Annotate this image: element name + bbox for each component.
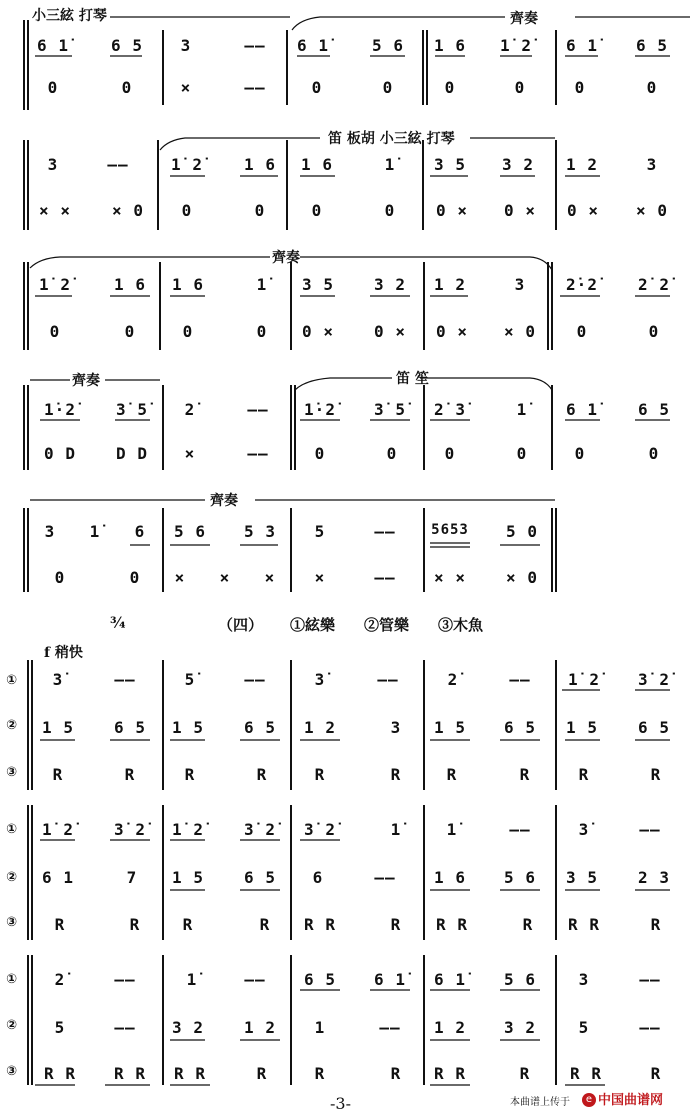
site-logo-icon: e bbox=[582, 1093, 596, 1107]
note: 1̇ 2̇ bbox=[171, 155, 203, 174]
note: 5653 bbox=[431, 522, 469, 538]
note: 5 3 bbox=[244, 522, 276, 541]
note: 1 6 bbox=[172, 275, 204, 294]
note: R bbox=[650, 765, 662, 784]
note: 0 × bbox=[436, 201, 468, 220]
note: —— bbox=[509, 670, 531, 689]
note: —— bbox=[244, 670, 266, 689]
note: R bbox=[446, 765, 458, 784]
row-label: ① bbox=[6, 673, 18, 688]
note: 1 2 bbox=[434, 1018, 466, 1037]
note: R R bbox=[434, 1064, 466, 1083]
note: —— bbox=[114, 670, 136, 689]
note: 1 6 bbox=[301, 155, 333, 174]
note: R bbox=[314, 765, 326, 784]
note: 0 bbox=[646, 78, 658, 97]
note: 1̇ 2̇ bbox=[568, 670, 600, 689]
note: 1 5 bbox=[172, 718, 204, 737]
note: 3 bbox=[646, 155, 658, 174]
note: 0 bbox=[129, 568, 141, 587]
unison-label-s4: 齊奏 bbox=[72, 373, 100, 389]
note: 0 bbox=[49, 322, 61, 341]
note: 1̇ 2̇ bbox=[42, 820, 74, 839]
note: 2̇ 3̇ bbox=[434, 400, 466, 419]
note: —— bbox=[639, 820, 661, 839]
note: 0 bbox=[444, 444, 456, 463]
note: 2̇ bbox=[447, 670, 459, 689]
note: 1̇ bbox=[516, 400, 528, 419]
note: 5 bbox=[314, 522, 326, 541]
note: 1̇ 2̇ bbox=[500, 36, 532, 55]
note: 3̇ bbox=[52, 670, 64, 689]
note: 1 2 bbox=[304, 718, 336, 737]
note: 1 6 bbox=[114, 275, 146, 294]
row-label: ② bbox=[6, 1018, 18, 1033]
note: 5̇ bbox=[184, 670, 196, 689]
note: 0 bbox=[574, 444, 586, 463]
part-number: （四） bbox=[218, 616, 264, 634]
note: R bbox=[390, 1064, 402, 1083]
page-number: -3- bbox=[330, 1094, 351, 1113]
note: R R bbox=[44, 1064, 76, 1083]
note: R bbox=[259, 915, 271, 934]
note: 6 5 bbox=[114, 718, 146, 737]
note: 3 bbox=[180, 36, 192, 55]
note: R R bbox=[568, 915, 600, 934]
note: R bbox=[522, 915, 534, 934]
note: × bbox=[180, 78, 192, 97]
note: 6 1 bbox=[42, 868, 74, 887]
note: R bbox=[129, 915, 141, 934]
note: R bbox=[124, 765, 136, 784]
note: 3̇ 5̇ bbox=[374, 400, 406, 419]
note: 0 bbox=[181, 201, 193, 220]
note: 1 2 bbox=[566, 155, 598, 174]
note: 1̇·2̇ bbox=[304, 400, 336, 419]
note: 0 bbox=[54, 568, 66, 587]
instrument-strings: ①絃樂 bbox=[290, 616, 336, 634]
note: 5 bbox=[54, 1018, 66, 1037]
note: 3̇ bbox=[314, 670, 326, 689]
note: 0 bbox=[648, 322, 660, 341]
note: —— bbox=[379, 1018, 401, 1037]
note: 3 bbox=[44, 522, 56, 541]
note: 0 bbox=[121, 78, 133, 97]
note: 6 1̇ bbox=[37, 36, 69, 55]
note: × 0 bbox=[504, 322, 536, 341]
note: 5 0 bbox=[506, 522, 538, 541]
note: 0 bbox=[514, 78, 526, 97]
note: 0 bbox=[576, 322, 588, 341]
note: 3 2 bbox=[374, 275, 406, 294]
note: 3̇ 5̇ bbox=[116, 400, 148, 419]
note: 6 1̇ bbox=[297, 36, 329, 55]
tempo-marking: f 稍快 bbox=[44, 645, 83, 661]
note: R R bbox=[114, 1064, 146, 1083]
note: 1̇ bbox=[384, 155, 396, 174]
time-signature: ¾ bbox=[110, 614, 126, 632]
note: R bbox=[256, 765, 268, 784]
note: —— bbox=[244, 36, 266, 55]
note: 0 bbox=[314, 444, 326, 463]
note: × bbox=[314, 568, 326, 587]
note: 1̇ bbox=[89, 522, 101, 541]
note: 0 bbox=[574, 78, 586, 97]
note: × 0 bbox=[112, 201, 144, 220]
note: R bbox=[256, 1064, 268, 1083]
note: 6 1̇ bbox=[566, 36, 598, 55]
note: 0 bbox=[311, 78, 323, 97]
note: 0 bbox=[254, 201, 266, 220]
note: 0 bbox=[516, 444, 528, 463]
note: 3̇ 2̇ bbox=[304, 820, 336, 839]
note: 0 D bbox=[44, 444, 76, 463]
unison-label-s3: 齊奏 bbox=[272, 250, 300, 266]
note: 1̇ 2̇ bbox=[39, 275, 71, 294]
note: 1 5 bbox=[172, 868, 204, 887]
note: 1̇ bbox=[390, 820, 402, 839]
note: —— bbox=[377, 670, 399, 689]
note: 3̇ 2̇ bbox=[638, 670, 670, 689]
note: 0 bbox=[386, 444, 398, 463]
note: —— bbox=[374, 868, 396, 887]
note: 0 × bbox=[504, 201, 536, 220]
note: 6 1̇ bbox=[374, 970, 406, 989]
note: R R bbox=[174, 1064, 206, 1083]
note: 0 × bbox=[567, 201, 599, 220]
note: 6 5 bbox=[638, 718, 670, 737]
note: R bbox=[52, 765, 64, 784]
note: 3 2 bbox=[502, 155, 534, 174]
note: —— bbox=[244, 78, 266, 97]
row-label: ③ bbox=[6, 915, 18, 930]
row-label: ③ bbox=[6, 1064, 18, 1079]
note: 3̇ bbox=[578, 820, 590, 839]
instrument-label-s1: 小三絃 打琴 bbox=[32, 8, 107, 24]
note: —— bbox=[639, 1018, 661, 1037]
note: 0 bbox=[47, 78, 59, 97]
note: R bbox=[578, 765, 590, 784]
unison-label-s1: 齊奏 bbox=[510, 11, 538, 27]
note: 3 5 bbox=[566, 868, 598, 887]
note: R bbox=[650, 915, 662, 934]
note: —— bbox=[114, 1018, 136, 1037]
note: 6 5 bbox=[304, 970, 336, 989]
note: 1̇·2̇ bbox=[44, 400, 76, 419]
note: D D bbox=[116, 444, 148, 463]
note: R bbox=[519, 1064, 531, 1083]
note: 2̇ 2̇ bbox=[638, 275, 670, 294]
note: 3 2 bbox=[172, 1018, 204, 1037]
note: 1 2 bbox=[434, 275, 466, 294]
note: —— bbox=[374, 568, 396, 587]
note: 6 5 bbox=[244, 868, 276, 887]
note: —— bbox=[107, 155, 129, 174]
note: —— bbox=[374, 522, 396, 541]
note: 3 bbox=[47, 155, 59, 174]
note: 1̇ 2̇ bbox=[172, 820, 204, 839]
note: R R bbox=[436, 915, 468, 934]
note: 3 2 bbox=[504, 1018, 536, 1037]
note: 2 3 bbox=[638, 868, 670, 887]
note: R bbox=[390, 915, 402, 934]
note: R bbox=[54, 915, 66, 934]
instrument-woodblock: ③木魚 bbox=[438, 616, 484, 634]
note: —— bbox=[639, 970, 661, 989]
note: 2̇ bbox=[184, 400, 196, 419]
footer-text: 本曲谱上传于 bbox=[510, 1097, 570, 1108]
note: × bbox=[174, 568, 186, 587]
row-label: ① bbox=[6, 972, 18, 987]
note: R bbox=[314, 1064, 326, 1083]
note: 1̇ bbox=[186, 970, 198, 989]
note: 1 6 bbox=[244, 155, 276, 174]
note: 0 bbox=[444, 78, 456, 97]
note: 3 5 bbox=[434, 155, 466, 174]
note: × 0 bbox=[506, 568, 538, 587]
note: 1̇ bbox=[256, 275, 268, 294]
note: 5 6 bbox=[174, 522, 206, 541]
note: 3 bbox=[514, 275, 526, 294]
row-label: ③ bbox=[6, 765, 18, 780]
note: 0 bbox=[382, 78, 394, 97]
note: 6 5 bbox=[636, 36, 668, 55]
note: 7 bbox=[126, 868, 138, 887]
site-brand[interactable] bbox=[582, 1089, 663, 1108]
note: R R bbox=[570, 1064, 602, 1083]
note: —— bbox=[509, 820, 531, 839]
note: 5 6 bbox=[372, 36, 404, 55]
instrument-winds: ②管樂 bbox=[364, 616, 410, 634]
note: —— bbox=[247, 444, 269, 463]
note: 6 5 bbox=[504, 718, 536, 737]
note: 3 bbox=[578, 970, 590, 989]
note: 6 bbox=[312, 868, 324, 887]
note: 6 1̇ bbox=[566, 400, 598, 419]
note: 2̇·2̇ bbox=[566, 275, 598, 294]
note: × × bbox=[39, 201, 71, 220]
note: 3̇ 2̇ bbox=[244, 820, 276, 839]
note: R R bbox=[304, 915, 336, 934]
note: 0 × bbox=[436, 322, 468, 341]
note: 6 5 bbox=[244, 718, 276, 737]
site-brand-name: 中国曲谱网 bbox=[598, 1093, 664, 1108]
note: —— bbox=[247, 400, 269, 419]
note: 6 bbox=[134, 522, 146, 541]
note: 0 × bbox=[374, 322, 406, 341]
note: 2̇ bbox=[54, 970, 66, 989]
note: × bbox=[264, 568, 276, 587]
note: 0 bbox=[256, 322, 268, 341]
unison-label-s5: 齊奏 bbox=[210, 493, 238, 509]
note: 3̇ 2̇ bbox=[114, 820, 146, 839]
note: R bbox=[390, 765, 402, 784]
note: 6 5 bbox=[111, 36, 143, 55]
note: 1 2 bbox=[244, 1018, 276, 1037]
note: 1 5 bbox=[42, 718, 74, 737]
note: 1 6 bbox=[434, 868, 466, 887]
note: 0 bbox=[648, 444, 660, 463]
note: × 0 bbox=[636, 201, 668, 220]
row-label: ② bbox=[6, 718, 18, 733]
instrument-label-s4: 笛 笙 bbox=[396, 371, 429, 387]
note: R bbox=[519, 765, 531, 784]
note: × bbox=[219, 568, 231, 587]
note: —— bbox=[244, 970, 266, 989]
note: 6 5 bbox=[638, 400, 670, 419]
row-label: ① bbox=[6, 822, 18, 837]
note: 0 bbox=[124, 322, 136, 341]
note: 0 × bbox=[302, 322, 334, 341]
note: R bbox=[650, 1064, 662, 1083]
note: 0 bbox=[182, 322, 194, 341]
note: 1 bbox=[314, 1018, 326, 1037]
instrument-label-s2: 笛 板胡 小三絃 打琴 bbox=[328, 131, 455, 147]
note: 1 5 bbox=[434, 718, 466, 737]
note: 1 6 bbox=[434, 36, 466, 55]
note: × bbox=[184, 444, 196, 463]
note: 5 bbox=[578, 1018, 590, 1037]
note: 3 bbox=[390, 718, 402, 737]
note: 6 1̇ bbox=[434, 970, 466, 989]
note: 1̇ bbox=[446, 820, 458, 839]
note: R bbox=[184, 765, 196, 784]
row-label: ② bbox=[6, 870, 18, 885]
note: 5 6 bbox=[504, 970, 536, 989]
note: 1 5 bbox=[566, 718, 598, 737]
note: 0 bbox=[311, 201, 323, 220]
note: 5 6 bbox=[504, 868, 536, 887]
note: R bbox=[182, 915, 194, 934]
note: —— bbox=[114, 970, 136, 989]
note: 0 bbox=[384, 201, 396, 220]
note: 3 5 bbox=[302, 275, 334, 294]
note: × × bbox=[434, 568, 466, 587]
